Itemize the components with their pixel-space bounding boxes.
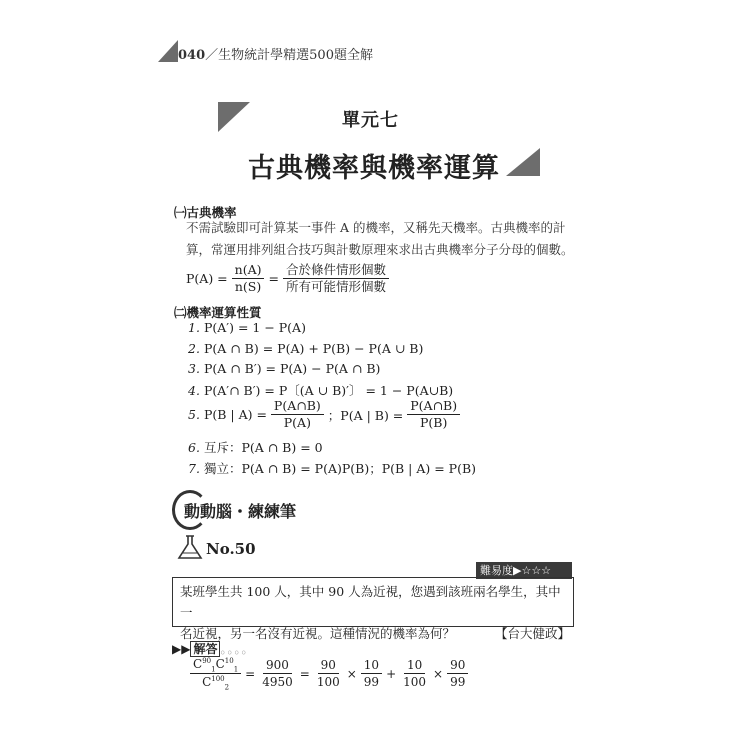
chapter-title: 古典機率與機率運算 [248,153,500,184]
practice-title: 動動腦・練練筆 [184,502,297,521]
difficulty-badge: 難易度▶☆☆☆ [476,562,572,579]
solution-formula: $\frac{C^{90}_1C^{10}_1}{C^{100}_2}$ = $\frac{900}{4950}$ = $\frac{90}{100}$ × $\frac{10}{99}$ + $\frac{10}{100}$ × $\frac{90}{99}$ [186,656,472,692]
question-line: 名近視，另一名沒有近視。這種情況的機率為何？ [180,626,456,641]
question-text [180,581,570,644]
flask-icon [174,534,208,562]
section1-paragraph [186,217,586,261]
header-triangle-decoration [158,40,178,62]
unit-triangle-decoration [218,102,250,132]
fraction: $\frac{P(A\cap B)}{P(B)}$ [407,398,460,431]
section-heading-classical-probability: ㈠古典機率 [174,205,237,220]
fraction: $\frac{P(A\cap B)}{P(A)}$ [271,398,324,431]
combination-fraction: $\frac{C^{90}_1C^{10}_1}{C^{100}_2}$ [190,656,241,692]
unit-label: 單元七 [342,110,399,131]
fraction: $\frac{n(A)}{n(S)}$ [232,262,265,295]
fraction: $\frac{90}{99}$ [447,657,468,690]
title-triangle-decoration [506,148,540,176]
property-item: 3. P(A ∩ B′) = P(A) − P(A ∩ B) [188,361,381,376]
fraction: $\frac{900}{4950}$ [262,658,293,690]
paragraph-line: 算，常運用排列組合技巧與計數原理來求出古典機率分子分母的個數。 [186,242,574,257]
property-item-conditional: 5. P(B | A) = $\frac{P(A\cap B)}{P(A)}$ ；P(A | B) = $\frac{P(A\cap B)}{P(B)}$ [188,398,464,431]
question-line: 某班學生共 100 人，其中 90 人為近視，您遇到該班兩名學生，其中一 [180,584,561,620]
section-heading-probability-rules: ㈡機率運算性質 [174,305,262,320]
fraction: $\frac{90}{100}$ [316,658,340,690]
answer-label: 解答 [190,641,220,657]
fraction: $\frac{10}{99}$ [361,657,382,690]
arrow-icon: ▶▶ [172,642,191,656]
fraction: $\frac{\text{合於條件情形個數}}{\text{所有可能情形個數}}$ [283,262,389,295]
dots-decoration: 。。。。 [220,642,255,656]
property-item: 4. P(A′∩ B′) = P〔(A ∪ B)′〕 = 1 − P(A∪B) [188,382,454,398]
property-item: 7. 獨立：P(A ∩ B) = P(A)P(B)；P(B | A) = P(B) [188,460,477,476]
book-title: 生物統計學精選500題全解 [218,48,373,63]
running-header: 040／生物統計學精選500題全解 [178,48,373,63]
property-item: 1. P(A′) = 1 − P(A) [188,320,306,335]
question-source: 【台大健政】 [494,626,570,641]
property-item: 6. 互斥：P(A ∩ B) = 0 [188,439,323,455]
paragraph-line: 不需試驗即可計算某一事件 A 的機率，又稱先天機率。古典機率的計 [186,220,566,235]
property-item: 2. P(A ∩ B) = P(A) + P(B) − P(A ∪ B) [188,341,424,356]
classical-probability-formula: P(A) = $\frac{n(A)}{n(S)}$ = $\frac{\text{合於條件情形個數}}{\text{所有可能情形個數}}$ [186,262,393,295]
answer-heading [172,640,255,657]
fraction: $\frac{10}{100}$ [403,658,427,690]
question-number: No.50 [206,540,256,558]
page-number: 040 [178,48,206,63]
